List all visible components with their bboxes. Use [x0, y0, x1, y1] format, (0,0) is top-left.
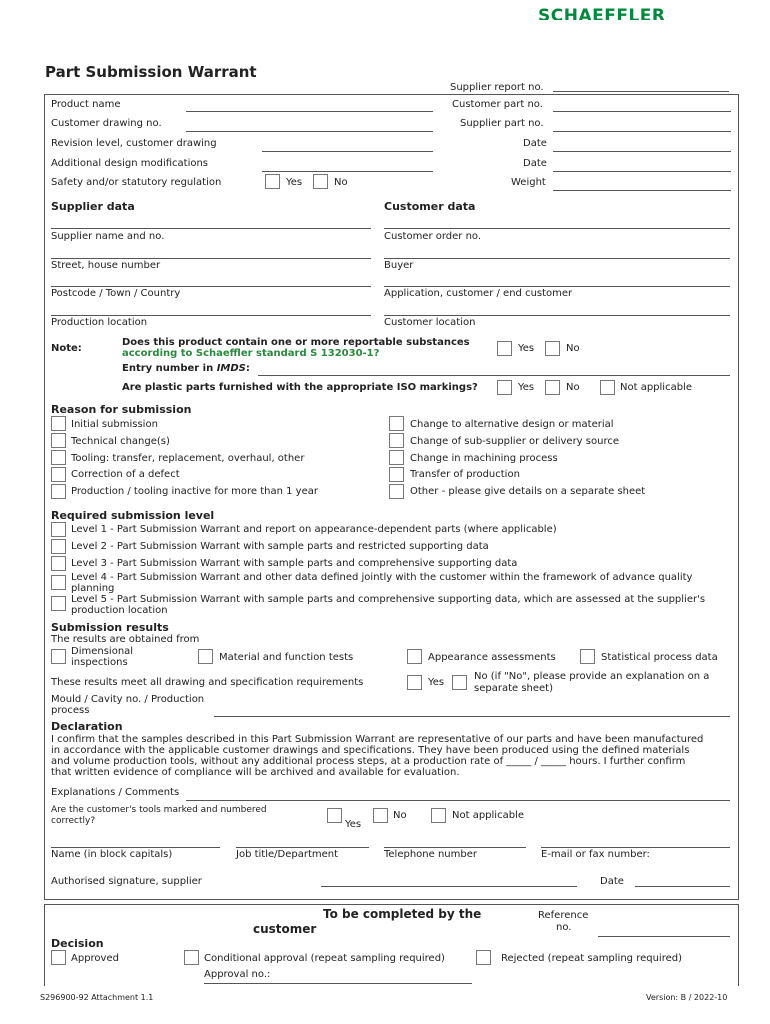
authorised-signature-field[interactable] [321, 886, 577, 887]
customer-data-heading: Customer data [384, 200, 476, 213]
level-5-checkbox[interactable] [51, 596, 66, 611]
customer-frame-top [44, 904, 738, 905]
declaration-heading: Declaration [51, 720, 123, 733]
application-line[interactable] [384, 286, 730, 287]
buyer-line[interactable] [384, 258, 730, 259]
customer-part-no-label: Customer part no. [452, 99, 543, 110]
postcode-label: Postcode / Town / Country [51, 288, 181, 299]
imds-entry-field[interactable] [258, 375, 730, 376]
safety-no-checkbox[interactable] [313, 174, 328, 189]
iso-yes-checkbox[interactable] [497, 380, 512, 395]
email-label: E-mail or fax number: [541, 849, 650, 860]
rejected-checkbox[interactable] [476, 950, 491, 965]
material-tests-checkbox[interactable] [198, 649, 213, 664]
decision-heading: Decision [51, 937, 104, 950]
reason-design-change-checkbox[interactable] [389, 416, 404, 431]
telephone-label: Telephone number [384, 849, 477, 860]
weight-label: Weight [511, 177, 546, 188]
supplier-name-line[interactable] [51, 228, 371, 229]
reason-inactive-checkbox[interactable] [51, 484, 66, 499]
reason-other-label: Other - please give details on a separate sheet [410, 486, 646, 497]
level-heading: Required submission level [51, 509, 215, 522]
tools-yes-checkbox[interactable] [327, 808, 342, 823]
reason-machining-label: Change in machining process [410, 453, 558, 464]
job-title-field[interactable] [236, 847, 369, 848]
frame-left [44, 94, 45, 900]
telephone-field[interactable] [384, 847, 526, 848]
customer-drawing-label: Customer drawing no. [51, 118, 162, 129]
signature-date-field[interactable] [635, 886, 730, 887]
dimensional-label: Dimensional [71, 646, 134, 657]
production-location-line[interactable] [51, 315, 371, 316]
production-location-label: Production location [51, 317, 148, 328]
application-label: Application, customer / end customer [384, 288, 573, 299]
mould-label-cont: process [51, 705, 90, 716]
approved-checkbox[interactable] [51, 950, 66, 965]
supplier-report-no-field[interactable] [553, 91, 729, 92]
level-2-checkbox[interactable] [51, 539, 66, 554]
tools-yes-label: Yes [345, 819, 362, 830]
appearance-label: Appearance assessments [428, 652, 556, 663]
tools-marked-label: Are the customer's tools marked and numbered [51, 805, 267, 815]
reason-initial-label: Initial submission [71, 419, 158, 430]
iso-markings-question: Are plastic parts furnished with the appropriate ISO markings? [122, 382, 478, 393]
safety-no-label: No [334, 177, 348, 188]
reason-other-checkbox[interactable] [389, 484, 404, 499]
reason-tooling-checkbox[interactable] [51, 450, 66, 465]
reason-technical-checkbox[interactable] [51, 433, 66, 448]
design-modifications-label: Additional design modifications [51, 158, 209, 169]
level-4-checkbox[interactable] [51, 575, 66, 590]
iso-yes-label: Yes [518, 382, 535, 393]
substances-no-label: No [566, 343, 580, 354]
footer-version: Version: B / 2022-10 [646, 993, 728, 1002]
name-field[interactable] [51, 847, 220, 848]
level-3-checkbox[interactable] [51, 556, 66, 571]
level-4-label: Level 4 - Part Submission Warrant and other data defined jointly with the customer within the framework of advance quality [71, 572, 693, 583]
conditional-approval-label: Conditional approval (repeat sampling required) [204, 953, 445, 964]
level-4-label-cont: planning [71, 583, 115, 594]
iso-no-checkbox[interactable] [545, 380, 560, 395]
level-3-label: Level 3 - Part Submission Warrant with sample parts and comprehensive supporting data [71, 558, 518, 569]
comments-field[interactable] [186, 800, 730, 801]
design-modifications-field[interactable] [262, 171, 433, 172]
level-5-label: Level 5 - Part Submission Warrant with sample parts and comprehensive supporting data, which are assessed at the supplier's [71, 594, 706, 605]
product-name-label: Product name [51, 99, 121, 110]
declaration-line-4: that written evidence of compliance will be archived and available for evaluation. [51, 767, 460, 778]
email-field[interactable] [541, 847, 730, 848]
substances-yes-checkbox[interactable] [497, 341, 512, 356]
rejected-label: Rejected (repeat sampling required) [501, 953, 683, 964]
customer-section-heading: To be completed by the [323, 907, 482, 921]
customer-section-heading-cont: customer [253, 922, 317, 936]
customer-drawing-field[interactable] [186, 131, 433, 132]
statistical-checkbox[interactable] [580, 649, 595, 664]
supplier-part-no-label: Supplier part no. [460, 118, 544, 129]
safety-regulation-label: Safety and/or statutory regulation [51, 177, 222, 188]
revision-level-label: Revision level, customer drawing [51, 138, 217, 149]
appearance-checkbox[interactable] [407, 649, 422, 664]
frame-bottom [44, 899, 738, 900]
approval-no-field[interactable] [204, 983, 472, 984]
reason-design-change-label: Change to alternative design or material [410, 419, 614, 430]
reason-tooling-label: Tooling: transfer, replacement, overhaul, other [71, 453, 305, 464]
reportable-substances-question: Does this product contain one or more reportable substances [122, 337, 470, 348]
customer-location-line[interactable] [384, 315, 730, 316]
reason-correction-checkbox[interactable] [51, 467, 66, 482]
weight-field[interactable] [553, 190, 731, 191]
statistical-label: Statistical process data [601, 652, 718, 663]
note-label: Note: [51, 343, 82, 354]
material-tests-label: Material and function tests [219, 652, 354, 663]
tools-not-applicable-checkbox[interactable] [431, 808, 446, 823]
customer-order-line[interactable] [384, 228, 730, 229]
tools-no-checkbox[interactable] [373, 808, 388, 823]
signature-date-label: Date [600, 876, 624, 887]
date-field-2[interactable] [553, 171, 731, 172]
reason-technical-label: Technical change(s) [71, 436, 170, 447]
level-5-label-cont: production location [71, 605, 168, 616]
job-title-label: Job title/Department [236, 849, 339, 860]
authorised-signature-label: Authorised signature, supplier [51, 876, 202, 887]
declaration-line-3: and volume production tools, without any additional process steps, at a production rate of _____ / _____ hours. I further confirm [51, 756, 686, 767]
reason-initial-checkbox[interactable] [51, 416, 66, 431]
results-heading: Submission results [51, 621, 169, 634]
declaration-line-1: I confirm that the samples described in this Part Submission Warrant are representative of our parts and have been manufactured [51, 734, 704, 745]
date-field-1[interactable] [553, 151, 731, 152]
buyer-label: Buyer [384, 260, 414, 271]
reason-sub-supplier-checkbox[interactable] [389, 433, 404, 448]
meet-no-label: No (if "No", please provide an explanation on a [474, 671, 710, 682]
form-title: Part Submission Warrant [45, 63, 257, 81]
date-label-1: Date [523, 138, 547, 149]
frame-top [44, 94, 738, 95]
street-line[interactable] [51, 258, 371, 259]
schaeffler-logo: SCHAEFFLER [538, 6, 666, 20]
tools-marked-label-cont: correctly? [51, 816, 96, 826]
footer-document-id: S296900-92 Attachment 1.1 [40, 993, 154, 1002]
tools-not-applicable-label: Not applicable [452, 810, 524, 821]
level-1-label: Level 1 - Part Submission Warrant and report on appearance-dependent parts (where applicable) [71, 524, 557, 535]
dimensional-label-cont: inspections [71, 657, 128, 668]
reason-machining-checkbox[interactable] [389, 450, 404, 465]
meet-requirements-label: These results meet all drawing and specification requirements [51, 677, 364, 688]
revision-level-field[interactable] [262, 151, 433, 152]
reference-no-label-cont: no. [556, 922, 572, 933]
reason-sub-supplier-label: Change of sub-supplier or delivery source [410, 436, 619, 447]
substances-yes-label: Yes [518, 343, 535, 354]
reason-transfer-label: Transfer of production [410, 469, 520, 480]
safety-yes-label: Yes [286, 177, 303, 188]
customer-part-no-field[interactable] [553, 111, 731, 112]
mould-field[interactable] [214, 716, 730, 717]
reason-transfer-checkbox[interactable] [389, 467, 404, 482]
meet-yes-checkbox[interactable] [407, 675, 422, 690]
postcode-line[interactable] [51, 286, 371, 287]
results-obtained-label: The results are obtained from [51, 634, 200, 645]
approval-no-label: Approval no.: [204, 969, 271, 980]
supplier-data-heading: Supplier data [51, 200, 135, 213]
customer-frame-left [44, 904, 45, 986]
frame-right [738, 94, 739, 900]
conditional-approval-checkbox[interactable] [184, 950, 199, 965]
supplier-name-label: Supplier name and no. [51, 231, 165, 242]
name-label: Name (in block capitals) [51, 849, 173, 860]
level-1-checkbox[interactable] [51, 522, 66, 537]
reason-heading: Reason for submission [51, 403, 192, 416]
schaeffler-standard-text: according to Schaeffler standard S 132030-1? [122, 348, 380, 359]
iso-not-applicable-label: Not applicable [620, 382, 692, 393]
supplier-report-no-label: Supplier report no. [450, 82, 544, 93]
reason-correction-label: Correction of a defect [71, 469, 180, 480]
iso-not-applicable-checkbox[interactable] [600, 380, 615, 395]
reference-no-label: Reference [538, 910, 589, 921]
imds-entry-label: Entry number in IMDS: [122, 363, 250, 374]
product-name-field[interactable] [186, 111, 433, 112]
reason-inactive-label: Production / tooling inactive for more than 1 year [71, 486, 318, 497]
comments-label: Explanations / Comments [51, 787, 180, 798]
date-label-2: Date [523, 158, 547, 169]
approved-label: Approved [71, 953, 119, 964]
supplier-part-no-field[interactable] [553, 131, 731, 132]
dimensional-checkbox[interactable] [51, 649, 66, 664]
street-label: Street, house number [51, 260, 161, 271]
iso-no-label: No [566, 382, 580, 393]
customer-order-label: Customer order no. [384, 231, 482, 242]
reference-no-field[interactable] [598, 936, 730, 937]
declaration-line-2: in accordance with the applicable customer drawings and specifications. They have been produced using the defined materials [51, 745, 690, 756]
customer-location-label: Customer location [384, 317, 476, 328]
safety-yes-checkbox[interactable] [265, 174, 280, 189]
meet-no-label-cont: separate sheet) [474, 683, 554, 694]
level-2-label: Level 2 - Part Submission Warrant with sample parts and restricted supporting data [71, 541, 489, 552]
customer-frame-right [738, 904, 739, 986]
substances-no-checkbox[interactable] [545, 341, 560, 356]
tools-no-label: No [393, 810, 407, 821]
meet-yes-label: Yes [428, 677, 445, 688]
meet-no-checkbox[interactable] [452, 675, 467, 690]
mould-label: Mould / Cavity no. / Production [51, 694, 205, 705]
